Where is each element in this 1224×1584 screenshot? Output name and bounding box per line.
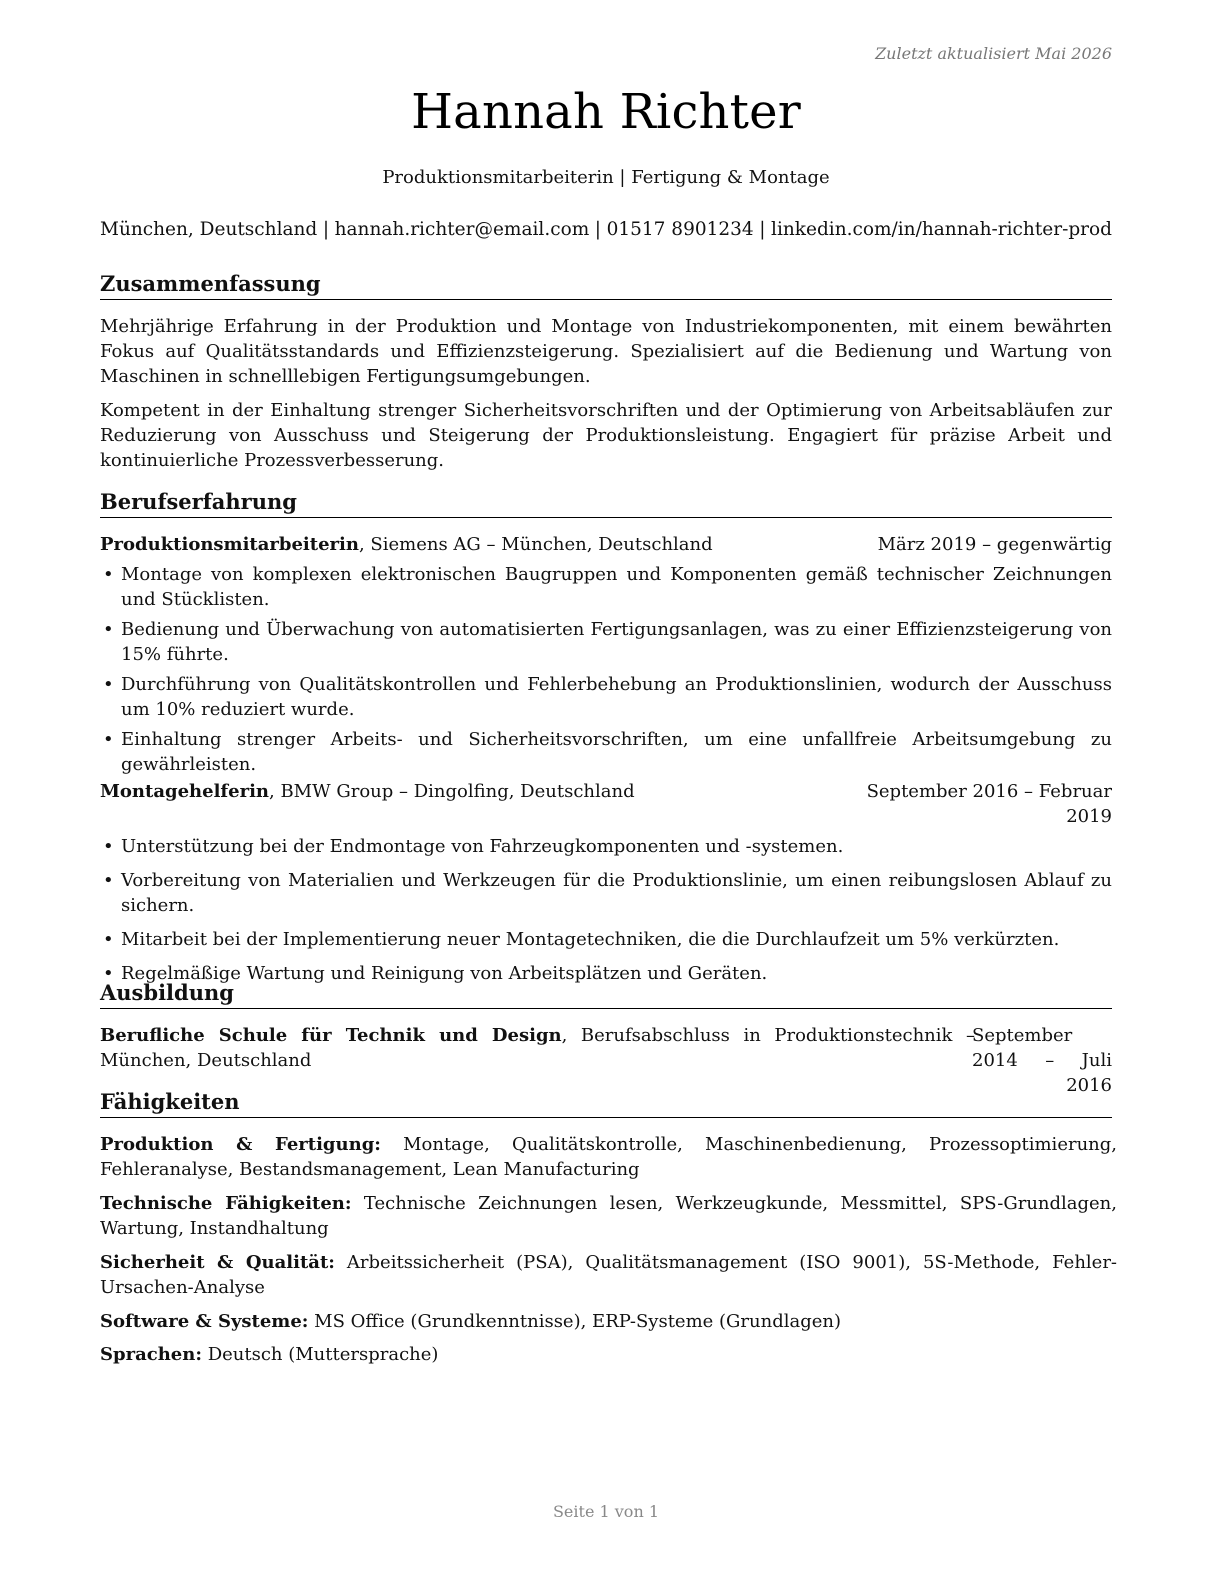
contact-phone: 01517 8901234 bbox=[606, 219, 754, 240]
list-item: • Regelmäßige Wartung und Reinigung von Arbeitsplätzen und Geräten. bbox=[100, 961, 1112, 986]
skill-label: Sprachen: bbox=[100, 1344, 202, 1365]
contact-line bbox=[100, 219, 1112, 240]
list-item: • Einhaltung strenger Arbeits- und Sicherheitsvorschriften, um eine unfallfreie Arbeitsumgebung zu gewährleisten. bbox=[100, 727, 1112, 777]
section-heading-skills: Fähigkeiten bbox=[100, 1088, 1112, 1118]
skill-value: Deutsch (Muttersprache) bbox=[201, 1344, 439, 1365]
skill-row bbox=[100, 1250, 1117, 1300]
job-title-company bbox=[100, 779, 635, 829]
section-heading-education: Ausbildung bbox=[100, 979, 1112, 1009]
skill-label: Sicherheit & Qualität: bbox=[100, 1252, 335, 1273]
list-item: • Mitarbeit bei der Implementierung neuer Montagetechniken, die die Durchlaufzeit um 5% verkürzten. bbox=[100, 927, 1112, 952]
skill-row bbox=[100, 1191, 1117, 1241]
job-bullets-bmw bbox=[100, 834, 1112, 986]
skill-value: Technische Zeichnungen lesen, Werkzeugkunde, Messmittel, SPS-Grundlagen, Wartung, Instandhaltung bbox=[100, 1193, 1117, 1239]
summary-paragraph-1: Mehrjährige Erfahrung in der Produktion und Montage von Industriekomponenten, mit einem bewährten Fokus auf Qualitätsstandards und Effizienzsteigerung. Spezialisiert auf die Bedienung und Wartung von Maschinen in schnelllebigen Fertigungsumgebungen. bbox=[100, 316, 1112, 387]
section-heading-experience: Berufserfahrung bbox=[100, 488, 1112, 518]
skill-label: Technische Fähigkeiten: bbox=[100, 1193, 352, 1214]
contact-separator: | bbox=[759, 219, 766, 240]
skill-value: MS Office (Grundkenntnisse), ERP-Systeme (Grundlagen) bbox=[308, 1311, 842, 1332]
education-dates: September 2014 – Juli 2016 bbox=[972, 1025, 1112, 1096]
skill-value: Arbeitssicherheit (PSA), Qualitätsmanagement (ISO 9001), 5S-Methode, Fehler-Ursachen-Analyse bbox=[100, 1252, 1118, 1298]
job-header-bmw bbox=[100, 779, 1112, 829]
resume-page bbox=[100, 0, 1118, 1584]
list-item: • Unterstützung bei der Endmontage von Fahrzeugkomponenten und -systemen. bbox=[100, 834, 1112, 859]
skill-row bbox=[100, 1132, 1117, 1182]
skill-row bbox=[100, 1342, 1117, 1367]
job-bullets-siemens bbox=[100, 562, 1112, 777]
candidate-subtitle: Produktionsmitarbeiterin | Fertigung & Montage bbox=[382, 167, 830, 188]
job-title-company bbox=[100, 532, 713, 557]
list-item: • Bedienung und Überwachung von automatisierten Fertigungsanlagen, was zu einer Effizienzsteigerung von 15% führte. bbox=[100, 617, 1112, 667]
contact-email[interactable]: hannah.richter@email.com bbox=[334, 219, 590, 240]
page-number: Seite 1 von 1 bbox=[552, 1502, 660, 1521]
list-item: • Vorbereitung von Materialien und Werkzeugen für die Produktionslinie, um einen reibungslosen Ablauf zu sichern. bbox=[100, 868, 1112, 918]
job-header-siemens bbox=[100, 532, 1112, 557]
job-dates-line-2: 2019 bbox=[1066, 806, 1112, 827]
education-entry bbox=[100, 1023, 975, 1073]
job-dates: März 2019 – gegenwärtig bbox=[877, 534, 1112, 555]
job-company: , Siemens AG – München, Deutschland bbox=[358, 534, 713, 555]
job-title: Montagehelferin bbox=[100, 781, 270, 802]
job-dates bbox=[867, 779, 1112, 829]
education-degree: , Berufsabschluss in Produktionstechnik – München, Deutschland bbox=[100, 1025, 975, 1071]
summary-paragraph-2: Kompetent in der Einhaltung strenger Sicherheitsvorschriften und der Optimierung von Arbeitsabläufen zur Reduzierung von Ausschuss und Steigerung der Produktionsleistung. Engagiert für präzise Arbeit und kontinuierliche Prozessverbesserung. bbox=[100, 400, 1112, 471]
job-company: , BMW Group – Dingolfing, Deutschland bbox=[269, 781, 635, 802]
job-title: Produktionsmitarbeiterin bbox=[100, 534, 359, 555]
education-school: Berufliche Schule für Technik und Design bbox=[100, 1025, 562, 1046]
list-item: • Durchführung von Qualitätskontrollen und Fehlerbehebung an Produktionslinien, wodurch der Ausschuss um 10% reduziert wurde. bbox=[100, 672, 1112, 722]
job-dates-line-1: September 2016 – Februar bbox=[866, 781, 1112, 802]
section-heading-summary: Zusammenfassung bbox=[100, 270, 1112, 300]
skill-value: Montage, Qualitätskontrolle, Maschinenbedienung, Prozessoptimierung, Fehleranalyse, Bestandsmanagement, Lean Manufacturing bbox=[100, 1134, 1118, 1180]
skill-row bbox=[100, 1309, 1117, 1334]
last-updated-note: Zuletzt aktualisiert Mai 2026 bbox=[875, 44, 1112, 63]
candidate-name: Hannah Richter bbox=[411, 84, 801, 140]
contact-separator: | bbox=[594, 219, 602, 240]
contact-location: München, Deutschland bbox=[100, 219, 318, 240]
skill-label: Produktion & Fertigung: bbox=[100, 1134, 381, 1155]
contact-linkedin[interactable]: linkedin.com/in/hannah-richter-prod bbox=[771, 219, 1112, 240]
contact-separator: | bbox=[322, 219, 330, 240]
list-item: • Montage von komplexen elektronischen Baugruppen und Komponenten gemäß technischer Zeichnungen und Stücklisten. bbox=[100, 562, 1112, 612]
skill-label: Software & Systeme: bbox=[100, 1311, 309, 1332]
